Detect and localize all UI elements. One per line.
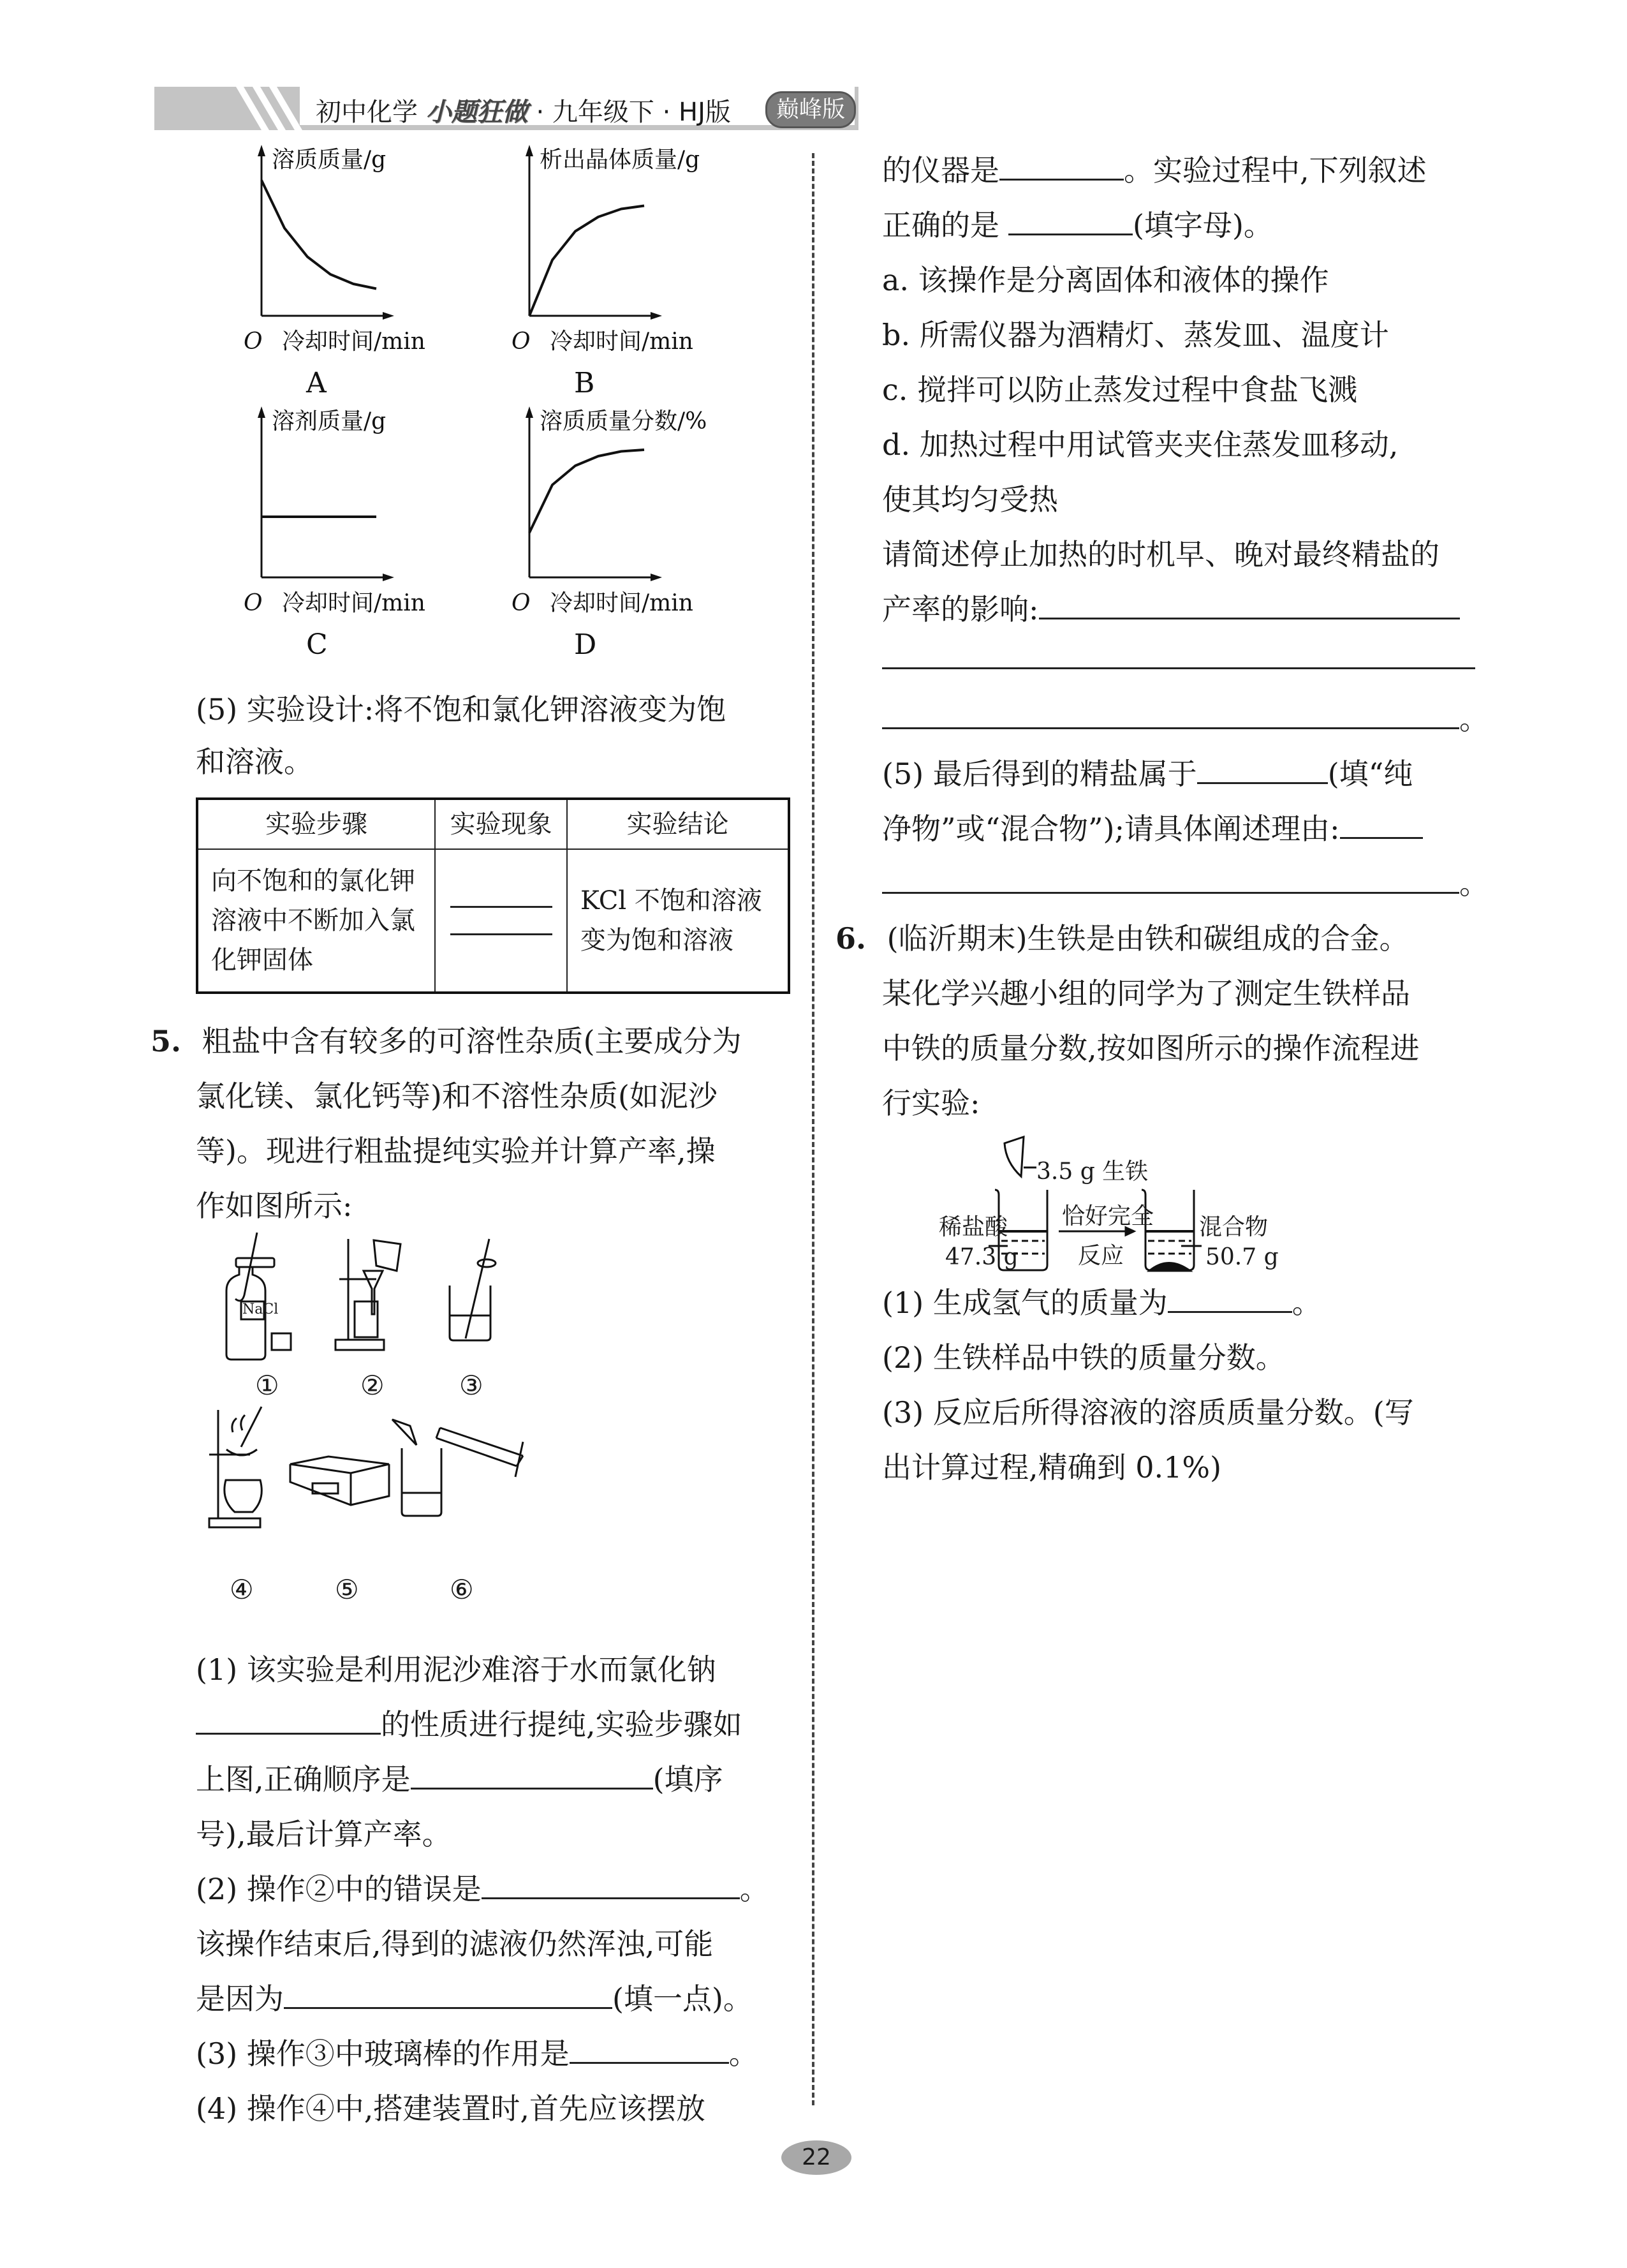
x-axis-arrow (651, 574, 662, 581)
q5-p2-c (196, 1972, 753, 2026)
y-axis-label: 溶质质量/g (272, 147, 387, 173)
origin-label: O (512, 590, 531, 616)
q6-line1 (836, 912, 1409, 965)
chart-label: C (306, 628, 328, 661)
mixture-mass: 50.7 g (1205, 1244, 1279, 1270)
q6-s3b: 出计算过程,精确到 0.1%) (882, 1450, 1222, 1485)
table-header-row (197, 799, 789, 849)
q6-line2: 某化学兴趣小组的同学为了测定生铁样品 (882, 976, 1410, 1011)
right-line-impact (882, 582, 1460, 636)
header-separator: · (536, 98, 545, 127)
reaction-diagram (931, 1129, 1429, 1276)
y-axis-arrow (526, 406, 533, 418)
reagent-bottle-icon (226, 1233, 291, 1360)
iron-paper-icon (1005, 1137, 1024, 1176)
q6-text: 生铁是由铁和碳组成的合金。 (1027, 921, 1409, 956)
right-line2 (882, 198, 1273, 252)
series-line (529, 450, 644, 533)
q5-p3-text: (3) 操作③中玻璃棒的作用是 (196, 2036, 570, 2071)
r1-text: 的仪器是 (882, 153, 999, 188)
table-cell-conclusion (567, 849, 789, 993)
origin-label: O (244, 590, 263, 616)
answer-blank[interactable] (450, 906, 552, 908)
conclusion-line: KCl 不饱和溶液 (580, 886, 762, 915)
edition-badge: 巅峰版 (765, 91, 856, 128)
answer-blank[interactable] (284, 1975, 612, 2009)
charts-svg (191, 147, 829, 661)
answer-blank[interactable] (411, 1756, 653, 1790)
series-line (261, 181, 376, 289)
option-b: b. 所需仪器为酒精灯、蒸发皿、温度计 (882, 318, 1389, 352)
table-header: 实验步骤 (197, 799, 435, 849)
r4-text: 产率的影响: (882, 592, 1039, 626)
evaporation-setup-icon (209, 1407, 261, 1527)
y-axis-label: 析出晶体质量/g (540, 147, 700, 173)
experiment-table (196, 797, 790, 994)
page-number: 22 (781, 2140, 851, 2175)
right-line-timing: 请简述停止加热的时机早、晚对最终精盐的 (882, 537, 1439, 572)
q5-5-line3 (882, 857, 1489, 910)
x-axis-label: 冷却时间/min (282, 590, 425, 616)
y-axis-arrow (258, 145, 265, 156)
chart-label: B (574, 367, 595, 399)
figure-label-4: ④ (230, 1574, 254, 1605)
x-axis-arrow (383, 574, 394, 581)
table-cell-phenomenon (435, 849, 567, 993)
q5-p1-b (196, 1698, 742, 1751)
r2-text: 正确的是 (882, 208, 999, 242)
right-line1 (882, 144, 1427, 197)
q4-5-line1: (5) 实验设计:将不饱和氯化钾溶液变为饱 (196, 692, 726, 727)
header-title (316, 92, 731, 128)
answer-line[interactable] (882, 667, 1475, 669)
q5-line3: 等)。现进行粗盐提纯实验并计算产率,操 (196, 1134, 716, 1168)
q5-p2-c2-text: (填一点)。 (612, 1982, 753, 2016)
q5-p1-c (196, 1753, 723, 1806)
dissolving-beaker-icon (450, 1239, 496, 1340)
iron-label: 3.5 g 生铁 (1036, 1159, 1149, 1185)
q5-line4: 作如图所示: (196, 1189, 353, 1223)
x-axis-label: 冷却时间/min (550, 329, 693, 355)
arrow-label-top: 恰好完全 (1062, 1203, 1154, 1229)
q5-p4: (4) 操作④中,搭建装置时,首先应该摆放 (196, 2091, 706, 2126)
x-axis-label: 冷却时间/min (550, 590, 693, 616)
table-header: 实验结论 (567, 799, 789, 849)
x-axis-arrow (651, 312, 662, 320)
answer-blank[interactable] (1340, 805, 1423, 839)
q5-5a-text: (5) 最后得到的精盐属于 (882, 757, 1197, 791)
period: 。 (728, 2036, 758, 2071)
q5-p1-a: (1) 该实验是利用泥沙难溶于水而氯化钠 (196, 1652, 716, 1687)
chart-label: A (306, 367, 327, 399)
q6-line4: 行实验: (882, 1086, 980, 1120)
origin-label: O (512, 329, 531, 355)
q5-p1-d: 号),最后计算产率。 (196, 1817, 452, 1851)
q5-5-line2 (882, 802, 1423, 856)
x-axis-label: 冷却时间/min (282, 329, 425, 355)
option-d-cont: 使其均匀受热 (882, 482, 1058, 517)
question-number: 6. (836, 921, 867, 956)
question-number: 5. (151, 1024, 182, 1058)
q5-p1-b-text: 的性质进行提纯,实验步骤如 (381, 1707, 742, 1742)
question-source: (临沂期末) (887, 921, 1027, 956)
q5-p2-b: 该操作结束后,得到的滤液仍然浑浊,可能 (196, 1927, 714, 1961)
step-line: 化钾固体 (211, 945, 313, 975)
answer-blank[interactable] (482, 1865, 740, 1899)
answer-blank[interactable] (882, 695, 1459, 729)
q6-s1-text: (1) 生成氢气的质量为 (882, 1286, 1168, 1320)
q5-p1-c-text: 上图,正确顺序是 (196, 1762, 411, 1797)
origin-label: O (244, 329, 263, 355)
option-d: d. 加热过程中用试管夹夹住蒸发皿移动, (882, 427, 1399, 462)
filtration-setup-icon (335, 1239, 401, 1350)
answer-blank[interactable] (882, 860, 1459, 894)
q5-p3 (196, 2027, 758, 2080)
period: 。 (1459, 866, 1489, 901)
table-row (197, 849, 789, 993)
q5-p2-a (196, 1862, 769, 1916)
step-line: 向不饱和的氯化钾 (211, 866, 415, 896)
series-line (529, 206, 644, 316)
arrow-label-bottom: 反应 (1078, 1243, 1124, 1269)
period: 。 (739, 1872, 769, 1906)
answer-blank[interactable] (1197, 750, 1328, 784)
mixture-name: 混合物 (1199, 1214, 1269, 1240)
acid-name: 稀盐酸 (939, 1214, 1008, 1240)
q6-s2: (2) 生铁样品中铁的质量分数。 (882, 1340, 1285, 1375)
period: 。 (1459, 702, 1489, 736)
y-axis-label: 溶剂质量/g (272, 408, 387, 434)
header-separator: · (662, 98, 671, 127)
r1b-text: 。实验过程中,下列叙述 (1124, 153, 1427, 188)
q5-p2-a-text: (2) 操作②中的错误是 (196, 1872, 482, 1906)
figure-label-1: ① (255, 1370, 279, 1401)
electronic-balance-icon (290, 1456, 389, 1505)
answer-blank[interactable] (450, 933, 552, 935)
q5-p1-c2-text: (填序 (652, 1762, 723, 1797)
header-grade: 九年级下 (552, 98, 654, 127)
q5-line1 (151, 1014, 742, 1068)
q5-5a2-text: (填“纯 (1327, 757, 1413, 791)
figure-label-2: ② (360, 1370, 385, 1401)
answer-blank[interactable] (1168, 1279, 1292, 1313)
header-brand-logo: 小题狂做 (425, 98, 528, 127)
nacl-label: NaCl (242, 1301, 279, 1317)
answer-blank[interactable] (1039, 586, 1460, 619)
apparatus-figure (191, 1225, 791, 1627)
q6-line3: 中铁的质量分数,按如图所示的操作流程进 (882, 1031, 1420, 1065)
table-cell-step (197, 849, 435, 993)
table-header: 实验现象 (435, 799, 567, 849)
right-line-answer3 (882, 692, 1489, 746)
q5-p2-c-text: 是因为 (196, 1982, 284, 2016)
period: 。 (1292, 1286, 1321, 1320)
q5-5-line1 (882, 747, 1413, 801)
figure-label-6: ⑥ (450, 1574, 474, 1605)
step-line: 溶液中不断加入氯 (211, 906, 415, 935)
figure-label-3: ③ (459, 1370, 483, 1401)
answer-blank[interactable] (570, 2030, 729, 2064)
q5-line2: 氯化镁、氯化钙等)和不溶性杂质(如泥沙 (196, 1079, 718, 1113)
header-stripes (236, 87, 306, 130)
q5-text: 粗盐中含有较多的可溶性杂质(主要成分为 (202, 1024, 742, 1058)
y-axis-arrow (526, 145, 533, 156)
answer-blank[interactable] (196, 1701, 381, 1735)
q6-s3a: (3) 反应后所得溶液的溶质质量分数。(写 (882, 1395, 1414, 1430)
answer-blank[interactable] (1008, 202, 1133, 235)
y-axis-arrow (258, 406, 265, 418)
r2b-text: (填字母)。 (1133, 208, 1273, 242)
option-a: a. 该操作是分离固体和液体的操作 (882, 263, 1329, 297)
conclusion-line: 变为饱和溶液 (580, 926, 733, 955)
y-axis-label: 溶质质量分数/% (540, 408, 707, 434)
header-prefix: 初中化学 (316, 98, 418, 127)
header-version: HJ版 (679, 98, 731, 127)
figure-label-5: ⑤ (335, 1574, 359, 1605)
charts-group (191, 147, 829, 661)
acid-mass: 47.3 g (945, 1244, 1019, 1270)
option-c: c. 搅拌可以防止蒸发过程中食盐飞溅 (882, 373, 1358, 407)
answer-blank[interactable] (999, 147, 1124, 181)
measuring-cylinder-beaker-icon (392, 1419, 523, 1516)
q4-5-line2: 和溶液。 (196, 745, 313, 779)
q5-5b-text: 净物”或“混合物”);请具体阐述理由: (882, 812, 1340, 846)
q6-s1 (882, 1276, 1321, 1330)
chart-label: D (574, 628, 597, 661)
x-axis-arrow (383, 312, 394, 320)
